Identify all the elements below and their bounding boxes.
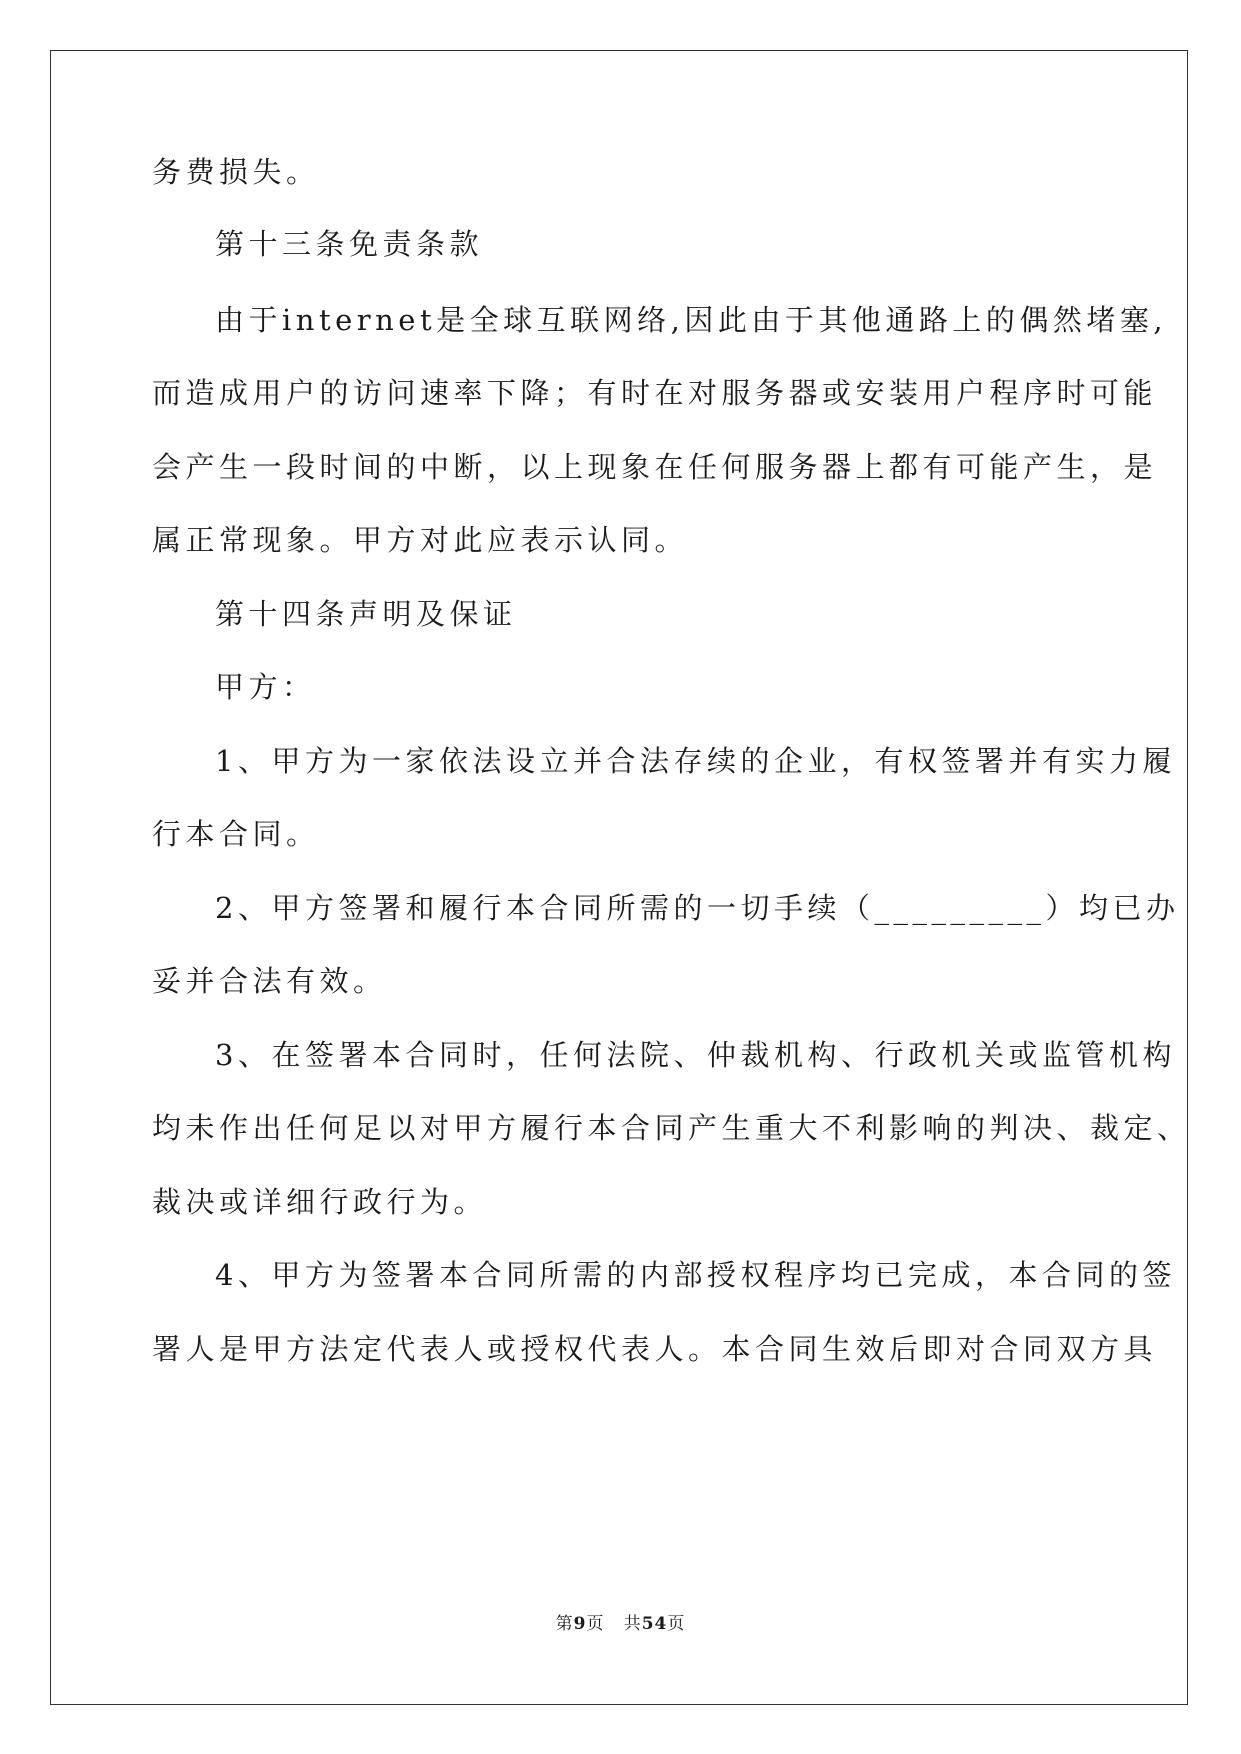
page-footer	[0, 1612, 1241, 1636]
total-suffix: 页	[667, 1614, 686, 1634]
clause-1-line-2: 行本合同。	[152, 817, 320, 851]
article-13-heading: 第十三条免责条款	[215, 227, 484, 261]
clause-3-line-1: 3、在签署本合同时，任何法院、仲裁机构、行政机关或监管机构	[215, 1038, 1176, 1072]
text-line-1: 务费损失。	[152, 155, 320, 189]
clause-4-line-2: 署人是甲方法定代表人或授权代表人。本合同生效后即对合同双方具	[152, 1332, 1158, 1366]
page-number: 9	[573, 1614, 587, 1634]
article-14-heading: 第十四条声明及保证	[215, 597, 517, 631]
page-prefix: 第	[555, 1614, 574, 1634]
clause-2-line-1: 2、甲方签署和履行本合同所需的一切手续（_________）均已办	[215, 891, 1180, 925]
text-line-6: 属正常现象。甲方对此应表示认同。	[152, 523, 689, 557]
text-line-4: 而造成用户的访问速率下降；有时在对服务器或安装用户程序时可能	[152, 376, 1158, 410]
text-line-3: 由于internet是全球互联网络,因此由于其他通路上的偶然堵塞,	[215, 303, 1168, 337]
clause-1-line-1: 1、甲方为一家依法设立并合法存续的企业，有权签署并有实力履	[215, 744, 1176, 778]
page-suffix: 页	[586, 1614, 605, 1634]
total-prefix: 共	[623, 1614, 642, 1634]
clause-3-line-2: 均未作出任何足以对甲方履行本合同产生重大不利影响的判决、裁定、	[152, 1111, 1191, 1145]
total-pages: 54	[641, 1614, 668, 1634]
clause-3-line-3: 裁决或详细行政行为。	[152, 1185, 488, 1219]
page-border	[50, 50, 1188, 1705]
clause-2-line-2: 妥并合法有效。	[152, 964, 387, 998]
clause-4-line-1: 4、甲方为签署本合同所需的内部授权程序均已完成，本合同的签	[215, 1258, 1176, 1292]
text-line-5: 会产生一段时间的中断，以上现象在任何服务器上都有可能产生，是	[152, 450, 1158, 484]
party-a-label: 甲方：	[215, 670, 316, 704]
